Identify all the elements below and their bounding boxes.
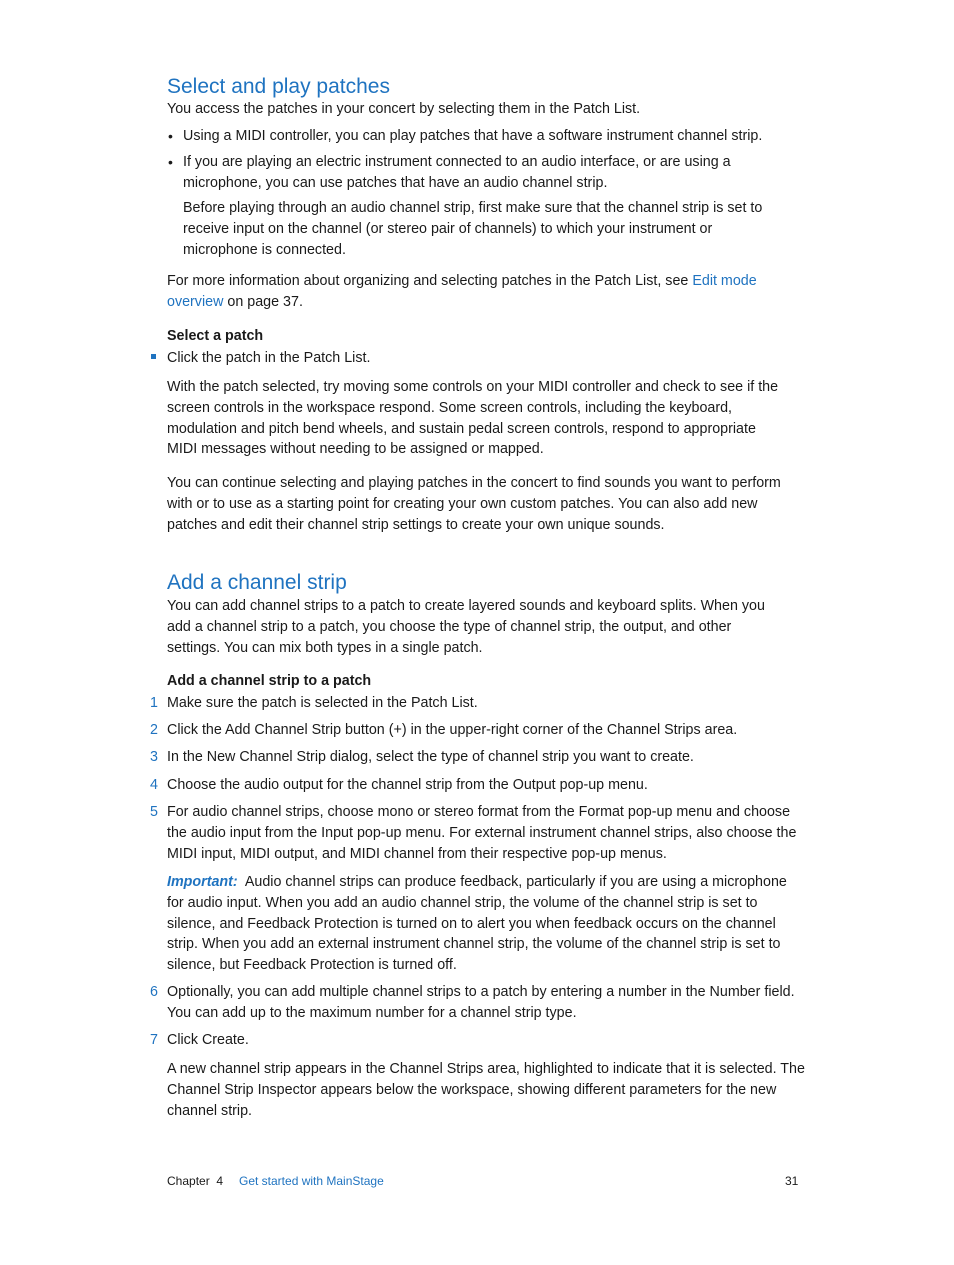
step-number: 4 xyxy=(150,777,158,793)
footer-chapter-label: Chapter 4 xyxy=(167,1174,224,1188)
bullet-item: If you are playing an electric instrument connected to an audio interface, or are using a microphone, you can use patches that have an audio channel strip. xyxy=(183,154,731,191)
step-text: Click Create. xyxy=(167,1032,249,1048)
step-text: Optionally, you can add multiple channel strips to a patch by entering a number in the Number field. You can add up to the maximum number for a channel strip type. xyxy=(167,984,795,1021)
step-text: Click the Add Channel Strip button (+) in the upper-right corner of the Channel Strips area. xyxy=(167,722,738,738)
bullet-item: Using a MIDI controller, you can play patches that have a software instrument channel strip. xyxy=(183,128,763,144)
section-intro: You access the patches in your concert by selecting them in the Patch List. xyxy=(167,101,641,117)
body-paragraph: You can continue selecting and playing patches in the concert to find sounds you want to perform with or to use as a starting point for creating your own custom patches. You can also add new patches and edit their channel strip settings to create your own unique sounds. xyxy=(167,475,781,533)
more-info-suffix: on page 37. xyxy=(223,293,303,310)
step-number: 2 xyxy=(150,722,158,738)
step-text: For audio channel strips, choose mono or stereo format from the Format pop-up menu and choose the audio input from the Input pop-up menu. For external instrument channel strips, also choose the MIDI input, MIDI output, and MIDI channel from their respective pop-up menus. xyxy=(167,804,797,862)
step-text: In the New Channel Strip dialog, select the type of channel strip you want to create. xyxy=(167,749,694,765)
bullet-marker: • xyxy=(168,128,173,144)
section-intro: You can add channel strips to a patch to create layered sounds and keyboard splits. When you add a channel strip to a patch, you choose the type of channel strip, the output, and other settings. You can mix both types in a single patch. xyxy=(167,598,765,656)
task-step: Click the patch in the Patch List. xyxy=(167,350,371,366)
important-note xyxy=(167,872,807,976)
step-number: 1 xyxy=(150,695,158,711)
section-title-select-and-play-patches: Select and play patches xyxy=(167,75,390,98)
step-text: Make sure the patch is selected in the Patch List. xyxy=(167,695,478,711)
bullet-note: Before playing through an audio channel strip, first make sure that the channel strip is set to receive input on the channel (or stereo pair of channels) to which your instrument or microphone is connected. xyxy=(183,200,763,258)
step-number: 6 xyxy=(150,984,158,1000)
square-bullet-icon xyxy=(151,354,156,359)
task-title-add-channel-strip: Add a channel strip to a patch xyxy=(167,673,372,689)
important-text: Audio channel strips can produce feedback, particularly if you are using a microphone for audio input. When you add an audio channel strip, the volume of the channel strip is set to silence, and Feedback Protection is turned on to alert you when feedback occurs on the channel strip. When you add an external instrument channel strip, the volume of the channel strip is set to silence, but Feedback Protection is turned off. xyxy=(167,874,787,974)
edit-mode-overview-link[interactable]: Edit mode overview xyxy=(167,273,757,310)
step-number: 5 xyxy=(150,804,158,820)
more-info-prefix: For more information about organizing and selecting patches in the Patch List, see xyxy=(167,273,693,289)
closing-paragraph: A new channel strip appears in the Channel Strips area, highlighted to indicate that it is selected. The Channel Strip Inspector appears below the workspace, showing different parameters for the new channel strip. xyxy=(167,1061,805,1119)
more-info-paragraph xyxy=(167,271,782,313)
footer-page-number: 31 xyxy=(785,1174,799,1188)
step-number: 3 xyxy=(150,749,158,765)
footer-chapter-title-link[interactable]: Get started with MainStage xyxy=(239,1174,384,1188)
body-paragraph: With the patch selected, try moving some controls on your MIDI controller and check to see if the screen controls in the workspace respond. Some screen controls, including the keyboard, modulation and pitch bend wheels, and sustain pedal screen controls, respond to appropriate MIDI messages without needing to be assigned or mapped. xyxy=(167,379,779,458)
bullet-marker: • xyxy=(168,154,173,170)
important-label: Important: xyxy=(167,874,238,890)
task-title-select-a-patch: Select a patch xyxy=(167,328,264,344)
step-text: Choose the audio output for the channel strip from the Output pop-up menu. xyxy=(167,777,648,793)
step-number: 7 xyxy=(150,1032,158,1048)
section-title-add-a-channel-strip: Add a channel strip xyxy=(167,571,347,594)
